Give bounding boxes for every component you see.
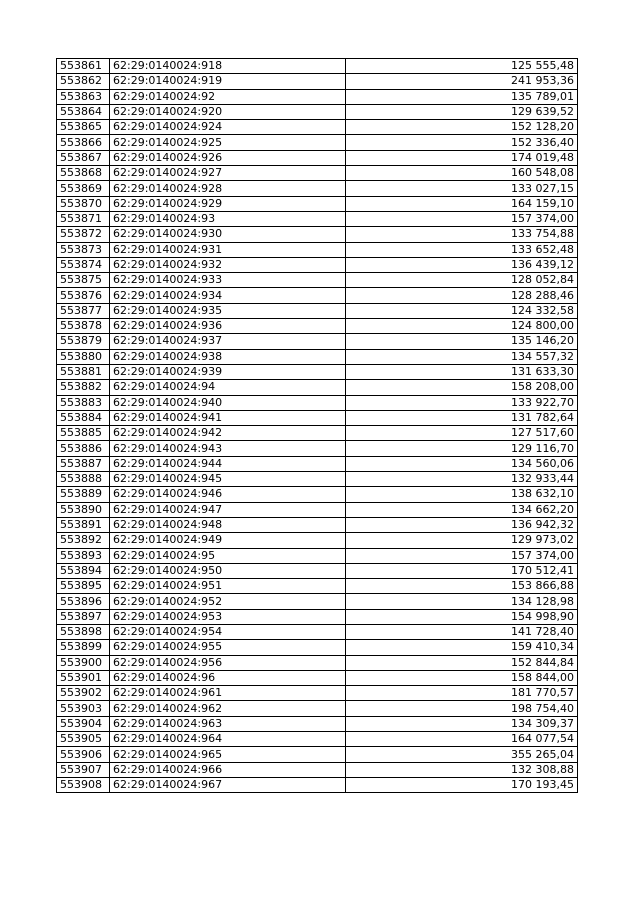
row-number-cell: 553868 [57,166,110,181]
cadastral-value-cell: 133 027,15 [346,181,578,196]
table-row [57,166,578,181]
row-number-cell: 553899 [57,640,110,655]
cadastral-value-cell: 136 942,32 [346,517,578,532]
table-row [57,533,578,548]
cadastral-number-cell: 62:29:0140024:94 [110,380,346,395]
table-row [57,686,578,701]
row-number-cell: 553896 [57,594,110,609]
table-row [57,594,578,609]
cadastral-number-cell: 62:29:0140024:942 [110,426,346,441]
cadastral-number-cell: 62:29:0140024:950 [110,563,346,578]
table-row [57,196,578,211]
table-row [57,624,578,639]
cadastral-value-cell: 160 548,08 [346,166,578,181]
row-number-cell: 553866 [57,135,110,150]
cadastral-value-cell: 135 146,20 [346,334,578,349]
cadastral-number-cell: 62:29:0140024:965 [110,747,346,762]
cadastral-value-cell: 135 789,01 [346,89,578,104]
table-row [57,777,578,792]
table-row [57,410,578,425]
cadastral-value-cell: 129 639,52 [346,104,578,119]
table-row [57,150,578,165]
cadastral-number-cell: 62:29:0140024:935 [110,303,346,318]
cadastral-number-cell: 62:29:0140024:938 [110,349,346,364]
row-number-cell: 553888 [57,472,110,487]
row-number-cell: 553862 [57,74,110,89]
row-number-cell: 553872 [57,227,110,242]
row-number-cell: 553877 [57,303,110,318]
table-row [57,670,578,685]
row-number-cell: 553907 [57,762,110,777]
cadastral-number-cell: 62:29:0140024:945 [110,472,346,487]
cadastral-number-cell: 62:29:0140024:936 [110,319,346,334]
cadastral-number-cell: 62:29:0140024:964 [110,732,346,747]
cadastral-number-cell: 62:29:0140024:93 [110,211,346,226]
row-number-cell: 553906 [57,747,110,762]
row-number-cell: 553869 [57,181,110,196]
cadastral-value-cell: 154 998,90 [346,609,578,624]
table-row [57,502,578,517]
row-number-cell: 553892 [57,533,110,548]
cadastral-value-cell: 241 953,36 [346,74,578,89]
cadastral-value-cell: 124 800,00 [346,319,578,334]
row-number-cell: 553905 [57,732,110,747]
table-row [57,242,578,257]
row-number-cell: 553902 [57,686,110,701]
cadastral-number-cell: 62:29:0140024:919 [110,74,346,89]
cadastral-value-cell: 181 770,57 [346,686,578,701]
table-row [57,364,578,379]
table-row [57,517,578,532]
row-number-cell: 553891 [57,517,110,532]
cadastral-number-cell: 62:29:0140024:931 [110,242,346,257]
cadastral-number-cell: 62:29:0140024:949 [110,533,346,548]
cadastral-value-cell: 170 193,45 [346,777,578,792]
row-number-cell: 553882 [57,380,110,395]
row-number-cell: 553871 [57,211,110,226]
table-row [57,74,578,89]
table-row [57,563,578,578]
row-number-cell: 553883 [57,395,110,410]
cadastral-value-cell: 134 662,20 [346,502,578,517]
cadastral-value-cell: 133 652,48 [346,242,578,257]
cadastral-number-cell: 62:29:0140024:954 [110,624,346,639]
row-number-cell: 553878 [57,319,110,334]
row-number-cell: 553875 [57,273,110,288]
table-row [57,89,578,104]
table-row [57,257,578,272]
row-number-cell: 553867 [57,150,110,165]
cadastral-number-cell: 62:29:0140024:929 [110,196,346,211]
table-row [57,609,578,624]
cadastral-value-cell: 153 866,88 [346,579,578,594]
cadastral-number-cell: 62:29:0140024:967 [110,777,346,792]
cadastral-value-cell: 132 933,44 [346,472,578,487]
cadastral-value-cell: 134 309,37 [346,716,578,731]
table-row [57,456,578,471]
cadastral-value-cell: 158 844,00 [346,670,578,685]
cadastral-value-cell: 128 052,84 [346,273,578,288]
cadastral-number-cell: 62:29:0140024:924 [110,120,346,135]
row-number-cell: 553898 [57,624,110,639]
cadastral-number-cell: 62:29:0140024:961 [110,686,346,701]
cadastral-number-cell: 62:29:0140024:928 [110,181,346,196]
cadastral-number-cell: 62:29:0140024:952 [110,594,346,609]
table-row [57,349,578,364]
cadastral-value-cell: 157 374,00 [346,548,578,563]
row-number-cell: 553903 [57,701,110,716]
cadastral-number-cell: 62:29:0140024:941 [110,410,346,425]
table-row [57,701,578,716]
row-number-cell: 553865 [57,120,110,135]
row-number-cell: 553874 [57,257,110,272]
cadastral-value-cell: 138 632,10 [346,487,578,502]
cadastral-value-cell: 157 374,00 [346,211,578,226]
row-number-cell: 553863 [57,89,110,104]
cadastral-value-cell: 134 128,98 [346,594,578,609]
table-row [57,120,578,135]
row-number-cell: 553880 [57,349,110,364]
table-row [57,273,578,288]
table-row [57,548,578,563]
cadastral-value-cell: 133 922,70 [346,395,578,410]
cadastral-number-cell: 62:29:0140024:926 [110,150,346,165]
cadastral-value-cell: 170 512,41 [346,563,578,578]
table-body [57,59,578,793]
row-number-cell: 553904 [57,716,110,731]
cadastral-value-cell: 133 754,88 [346,227,578,242]
cadastral-number-cell: 62:29:0140024:944 [110,456,346,471]
cadastral-value-table [56,58,578,793]
cadastral-number-cell: 62:29:0140024:95 [110,548,346,563]
cadastral-number-cell: 62:29:0140024:951 [110,579,346,594]
cadastral-number-cell: 62:29:0140024:927 [110,166,346,181]
cadastral-number-cell: 62:29:0140024:940 [110,395,346,410]
row-number-cell: 553889 [57,487,110,502]
cadastral-number-cell: 62:29:0140024:92 [110,89,346,104]
cadastral-number-cell: 62:29:0140024:930 [110,227,346,242]
table-row [57,640,578,655]
table-row [57,104,578,119]
cadastral-value-cell: 152 336,40 [346,135,578,150]
cadastral-value-cell: 141 728,40 [346,624,578,639]
table-row [57,288,578,303]
table-row [57,181,578,196]
cadastral-value-cell: 134 557,32 [346,349,578,364]
table-row [57,732,578,747]
table-row [57,227,578,242]
cadastral-value-cell: 128 288,46 [346,288,578,303]
cadastral-number-cell: 62:29:0140024:947 [110,502,346,517]
cadastral-number-cell: 62:29:0140024:953 [110,609,346,624]
cadastral-value-cell: 131 782,64 [346,410,578,425]
row-number-cell: 553897 [57,609,110,624]
cadastral-value-cell: 158 208,00 [346,380,578,395]
cadastral-number-cell: 62:29:0140024:956 [110,655,346,670]
table-row [57,579,578,594]
row-number-cell: 553879 [57,334,110,349]
table-row [57,762,578,777]
cadastral-number-cell: 62:29:0140024:966 [110,762,346,777]
table-row [57,472,578,487]
cadastral-value-cell: 127 517,60 [346,426,578,441]
cadastral-value-cell: 129 973,02 [346,533,578,548]
row-number-cell: 553908 [57,777,110,792]
cadastral-value-cell: 136 439,12 [346,257,578,272]
cadastral-number-cell: 62:29:0140024:937 [110,334,346,349]
row-number-cell: 553890 [57,502,110,517]
cadastral-value-cell: 152 844,84 [346,655,578,670]
table-row [57,135,578,150]
table-row [57,655,578,670]
cadastral-value-cell: 355 265,04 [346,747,578,762]
row-number-cell: 553861 [57,59,110,74]
table-row [57,747,578,762]
table-row [57,334,578,349]
row-number-cell: 553873 [57,242,110,257]
cadastral-value-cell: 198 754,40 [346,701,578,716]
cadastral-value-cell: 125 555,48 [346,59,578,74]
row-number-cell: 553893 [57,548,110,563]
cadastral-value-cell: 132 308,88 [346,762,578,777]
cadastral-value-cell: 152 128,20 [346,120,578,135]
cadastral-number-cell: 62:29:0140024:948 [110,517,346,532]
row-number-cell: 553901 [57,670,110,685]
table-row [57,319,578,334]
cadastral-number-cell: 62:29:0140024:918 [110,59,346,74]
table-row [57,380,578,395]
row-number-cell: 553887 [57,456,110,471]
cadastral-number-cell: 62:29:0140024:932 [110,257,346,272]
row-number-cell: 553885 [57,426,110,441]
cadastral-number-cell: 62:29:0140024:946 [110,487,346,502]
row-number-cell: 553886 [57,441,110,456]
cadastral-value-cell: 134 560,06 [346,456,578,471]
cadastral-number-cell: 62:29:0140024:934 [110,288,346,303]
cadastral-number-cell: 62:29:0140024:96 [110,670,346,685]
table-row [57,716,578,731]
table-row [57,395,578,410]
cadastral-number-cell: 62:29:0140024:920 [110,104,346,119]
cadastral-number-cell: 62:29:0140024:962 [110,701,346,716]
cadastral-number-cell: 62:29:0140024:943 [110,441,346,456]
row-number-cell: 553864 [57,104,110,119]
cadastral-number-cell: 62:29:0140024:939 [110,364,346,379]
cadastral-number-cell: 62:29:0140024:925 [110,135,346,150]
row-number-cell: 553884 [57,410,110,425]
table-row [57,441,578,456]
row-number-cell: 553895 [57,579,110,594]
row-number-cell: 553870 [57,196,110,211]
cadastral-number-cell: 62:29:0140024:933 [110,273,346,288]
row-number-cell: 553894 [57,563,110,578]
cadastral-number-cell: 62:29:0140024:963 [110,716,346,731]
cadastral-value-cell: 164 077,54 [346,732,578,747]
cadastral-value-cell: 164 159,10 [346,196,578,211]
table-row [57,487,578,502]
cadastral-value-cell: 131 633,30 [346,364,578,379]
table-row [57,211,578,226]
cadastral-value-cell: 124 332,58 [346,303,578,318]
table-row [57,303,578,318]
cadastral-value-cell: 129 116,70 [346,441,578,456]
table-row [57,59,578,74]
row-number-cell: 553881 [57,364,110,379]
cadastral-value-cell: 174 019,48 [346,150,578,165]
row-number-cell: 553900 [57,655,110,670]
cadastral-number-cell: 62:29:0140024:955 [110,640,346,655]
table-row [57,426,578,441]
row-number-cell: 553876 [57,288,110,303]
cadastral-value-cell: 159 410,34 [346,640,578,655]
